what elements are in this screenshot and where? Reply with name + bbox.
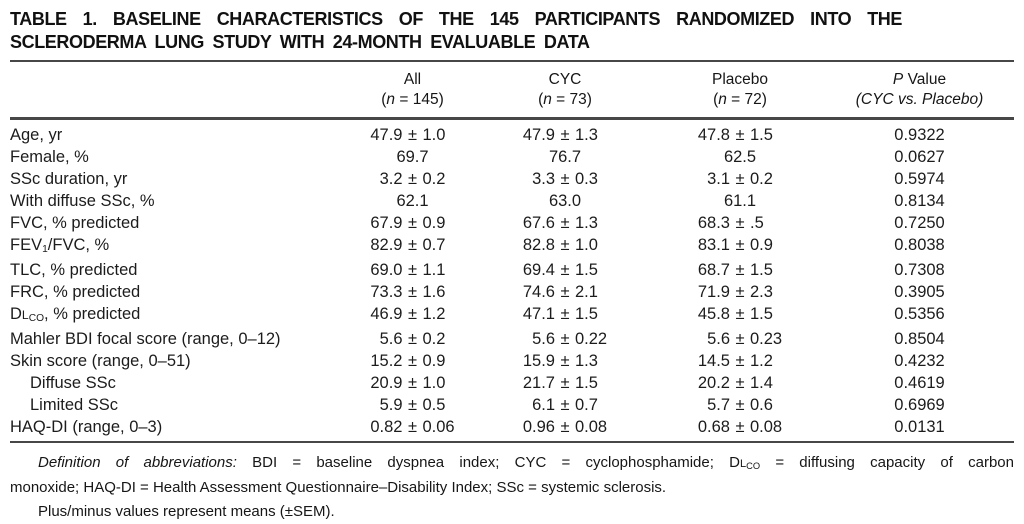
mean-value: 20.9: [370, 373, 403, 392]
column-header-cyc-segment: (: [538, 91, 544, 108]
column-header-all-segment: All: [403, 71, 422, 88]
row-label-segment: Limited SSc: [30, 395, 119, 414]
mean-value: 3.1: [707, 169, 730, 188]
mean-value: 5.6: [532, 329, 555, 348]
p-value: 0.5356: [894, 304, 945, 323]
column-header-pvalue-segment: P: [892, 71, 904, 88]
p-value: 0.8504: [894, 329, 945, 348]
column-header-placebo-segment: = 72): [726, 91, 767, 108]
table-title-line2: SCLERODERMA LUNG STUDY WITH 24-MONTH EVALUABLE DATA: [10, 32, 590, 52]
sem-value: 1.2: [750, 351, 773, 370]
plus-minus-sign: ±: [407, 329, 418, 348]
cell-cyc: [475, 416, 655, 438]
column-header-cyc-line1: [475, 70, 655, 90]
column-header-placebo-segment: (: [713, 91, 719, 108]
cell-pvalue: [825, 234, 1014, 259]
mean-value: 20.2: [697, 373, 730, 392]
mean-value: 5.6: [707, 329, 730, 348]
column-header-cyc: [475, 70, 655, 110]
cell-placebo: [655, 328, 825, 350]
row-label-segment: Mahler BDI focal score (range, 0–12): [10, 329, 281, 348]
plus-minus-sign: ±: [735, 125, 745, 144]
plus-minus-sign: ±: [407, 417, 418, 436]
column-header-placebo-segment: n: [718, 91, 727, 108]
row-label-segment: SSc duration, yr: [10, 169, 128, 188]
plus-minus-sign: ±: [560, 282, 570, 301]
plus-minus-sign: ±: [735, 373, 745, 392]
row-label-segment: Age, yr: [10, 125, 63, 144]
sem-value: 0.22: [575, 329, 608, 348]
column-header-placebo-line2: [655, 90, 825, 110]
mean-value: 74.6: [522, 282, 555, 301]
cell-placebo: [655, 168, 825, 190]
sem-value: 1.4: [750, 373, 773, 392]
column-header-placebo-line1: [655, 70, 825, 90]
value: 62.1: [396, 191, 429, 210]
plus-minus-sign: ±: [407, 260, 418, 279]
cell-pvalue: [825, 146, 1014, 168]
cell-cyc: [475, 328, 655, 350]
row-label-segment: Diffuse SSc: [30, 373, 116, 392]
mean-value: 82.8: [522, 235, 555, 254]
cell-cyc: [475, 303, 655, 328]
sem-value: 0.23: [750, 329, 783, 348]
sem-value: 1.6: [422, 282, 446, 301]
table-header-row: [10, 62, 1014, 117]
sem-value: 1.0: [575, 235, 598, 254]
p-value: 0.8038: [894, 235, 945, 254]
row-label: [10, 212, 350, 234]
sem-value: 1.3: [575, 125, 598, 144]
mean-value: 6.1: [532, 395, 555, 414]
mean-value: 68.7: [697, 260, 730, 279]
cell-cyc: [475, 394, 655, 416]
footnote-definitions-segment: L: [739, 457, 747, 470]
mean-value: 69.4: [522, 260, 555, 279]
footnote-definitions-line1: [10, 451, 1014, 476]
table-row: [10, 259, 1014, 281]
p-value: 0.0627: [894, 147, 945, 166]
sem-value: 1.5: [575, 260, 598, 279]
sem-value: 0.9: [422, 351, 446, 370]
cell-placebo: [655, 416, 825, 438]
footnote-definitions-segment: Definition of abbreviations:: [38, 453, 237, 471]
sem-value: 0.9: [422, 213, 446, 232]
value: 63.0: [548, 191, 582, 210]
plus-minus-sign: ±: [560, 125, 570, 144]
plus-minus-sign: ±: [560, 329, 570, 348]
cell-cyc: [475, 259, 655, 281]
column-header-all-segment: = 145): [395, 91, 444, 108]
cell-pvalue: [825, 303, 1014, 328]
table-row: [10, 190, 1014, 212]
plus-minus-sign: ±: [560, 351, 570, 370]
rule-above-footnotes: [10, 441, 1014, 443]
cell-pvalue: [825, 328, 1014, 350]
column-header-cyc-segment: CYC: [548, 71, 582, 88]
mean-value: 14.5: [697, 351, 730, 370]
column-header-pvalue-segment: Value: [903, 71, 947, 88]
cell-pvalue: [825, 350, 1014, 372]
cell-placebo: [655, 372, 825, 394]
p-value: 0.5974: [894, 169, 945, 188]
column-header-pvalue-segment: (CYC vs. Placebo): [855, 91, 984, 108]
cell-cyc: [475, 168, 655, 190]
p-value: 0.7250: [894, 213, 945, 232]
sem-value: 2.1: [575, 282, 598, 301]
sem-value: 0.6: [750, 395, 773, 414]
p-value: 0.3905: [894, 282, 945, 301]
p-value: 0.8134: [894, 191, 945, 210]
sem-value: 1.2: [422, 304, 446, 323]
sem-value: 1.5: [575, 373, 598, 392]
p-value: 0.6969: [894, 395, 945, 414]
cell-cyc: [475, 124, 655, 146]
mean-value: 46.9: [370, 304, 403, 323]
cell-placebo: [655, 281, 825, 303]
plus-minus-sign: ±: [735, 235, 745, 254]
sem-value: 1.3: [575, 213, 598, 232]
cell-placebo: [655, 212, 825, 234]
sem-value: 0.06: [422, 417, 455, 436]
sem-value: 1.3: [575, 351, 598, 370]
plus-minus-sign: ±: [407, 125, 418, 144]
row-label-segment: D: [10, 304, 22, 323]
cell-pvalue: [825, 259, 1014, 281]
cell-all: [350, 281, 475, 303]
p-value: 0.4619: [894, 373, 945, 392]
cell-placebo: [655, 259, 825, 281]
row-label: [10, 328, 350, 350]
p-value: 0.4232: [894, 351, 945, 370]
row-label: [10, 394, 350, 416]
p-value: 0.9322: [894, 125, 945, 144]
value: 76.7: [548, 147, 582, 166]
plus-minus-sign: ±: [735, 169, 745, 188]
cell-pvalue: [825, 124, 1014, 146]
column-header-all-line1: [350, 70, 475, 90]
column-header-stub: [10, 70, 350, 110]
row-label-segment: FEV: [10, 235, 43, 254]
row-label-segment: HAQ-DI (range, 0–3): [10, 417, 163, 436]
sem-value: 2.3: [750, 282, 773, 301]
row-label: [10, 303, 350, 328]
plus-minus-sign: ±: [735, 395, 745, 414]
cell-cyc: [475, 212, 655, 234]
column-header-all-line2: [350, 90, 475, 110]
sem-value: 0.2: [750, 169, 773, 188]
mean-value: 5.7: [707, 395, 730, 414]
value: 69.7: [396, 147, 429, 166]
column-header-all-segment: n: [386, 91, 396, 108]
table-row: [10, 212, 1014, 234]
sem-value: 0.5: [422, 395, 446, 414]
table-row: [10, 168, 1014, 190]
mean-value: 47.8: [697, 125, 730, 144]
plus-minus-sign: ±: [735, 329, 745, 348]
footnote-sem-segment: Plus/minus values represent means (±SEM).: [38, 502, 335, 520]
row-label: [10, 350, 350, 372]
table-row: [10, 234, 1014, 259]
mean-value: 3.3: [532, 169, 555, 188]
table-row: [10, 281, 1014, 303]
plus-minus-sign: ±: [735, 282, 745, 301]
cell-all: [350, 372, 475, 394]
mean-value: 82.9: [370, 235, 403, 254]
mean-value: 83.1: [697, 235, 730, 254]
plus-minus-sign: ±: [407, 282, 418, 301]
column-header-all-segment: (: [381, 91, 387, 108]
plus-minus-sign: ±: [407, 169, 418, 188]
cell-placebo: [655, 394, 825, 416]
cell-placebo: [655, 190, 825, 212]
cell-cyc: [475, 234, 655, 259]
plus-minus-sign: ±: [735, 213, 745, 232]
plus-minus-sign: ±: [560, 417, 570, 436]
cell-placebo: [655, 350, 825, 372]
sem-value: 0.2: [422, 169, 446, 188]
cell-all: [350, 259, 475, 281]
row-label-segment: Female, %: [10, 147, 89, 166]
mean-value: 0.96: [522, 417, 555, 436]
sem-value: 1.5: [750, 260, 773, 279]
cell-placebo: [655, 146, 825, 168]
row-label-segment: 1: [42, 244, 48, 256]
row-label: [10, 190, 350, 212]
cell-pvalue: [825, 372, 1014, 394]
table-title: [10, 8, 902, 54]
plus-minus-sign: ±: [560, 169, 570, 188]
mean-value: 67.9: [370, 213, 403, 232]
cell-pvalue: [825, 212, 1014, 234]
plus-minus-sign: ±: [735, 304, 745, 323]
mean-value: 3.2: [379, 169, 403, 188]
column-header-placebo-segment: Placebo: [711, 71, 768, 88]
sem-value: 0.08: [575, 417, 608, 436]
cell-all: [350, 416, 475, 438]
column-header-cyc-segment: n: [543, 91, 552, 108]
cell-pvalue: [825, 281, 1014, 303]
sem-value: 0.7: [575, 395, 598, 414]
footnote-definitions-segment: CO: [746, 461, 761, 472]
table-row: [10, 416, 1014, 438]
mean-value: 5.9: [379, 395, 403, 414]
cell-cyc: [475, 281, 655, 303]
sem-value: .5: [750, 213, 764, 232]
cell-all: [350, 303, 475, 328]
cell-pvalue: [825, 168, 1014, 190]
row-label-segment: , % predicted: [44, 304, 141, 323]
plus-minus-sign: ±: [735, 351, 745, 370]
footnote-definitions-segment: BDI = baseline dyspnea index; CYC = cyclophosphamide; D: [236, 453, 740, 471]
cell-pvalue: [825, 394, 1014, 416]
mean-value: 15.2: [370, 351, 403, 370]
plus-minus-sign: ±: [560, 213, 570, 232]
cell-pvalue: [825, 190, 1014, 212]
mean-value: 68.3: [697, 213, 730, 232]
row-label: [10, 124, 350, 146]
mean-value: 73.3: [370, 282, 403, 301]
table-row: [10, 372, 1014, 394]
row-label-segment: FVC, % predicted: [10, 213, 140, 232]
mean-value: 0.82: [370, 417, 403, 436]
sem-value: 0.7: [422, 235, 446, 254]
row-label: [10, 416, 350, 438]
mean-value: 47.9: [522, 125, 555, 144]
value: 61.1: [723, 191, 757, 210]
sem-value: 0.2: [422, 329, 446, 348]
mean-value: 69.0: [370, 260, 403, 279]
row-label-segment: With diffuse SSc, %: [10, 191, 155, 210]
cell-all: [350, 146, 475, 168]
column-header-placebo: [655, 70, 825, 110]
cell-cyc: [475, 350, 655, 372]
column-header-all: [350, 70, 475, 110]
column-header-cyc-segment: = 73): [551, 91, 592, 108]
table-row: [10, 124, 1014, 146]
plus-minus-sign: ±: [407, 213, 418, 232]
cell-placebo: [655, 303, 825, 328]
p-value: 0.7308: [894, 260, 945, 279]
row-label-segment: Skin score (range, 0–51): [10, 351, 191, 370]
cell-placebo: [655, 234, 825, 259]
cell-cyc: [475, 146, 655, 168]
row-label-segment: TLC, % predicted: [10, 260, 138, 279]
table-row: [10, 350, 1014, 372]
mean-value: 45.8: [697, 304, 730, 323]
cell-all: [350, 124, 475, 146]
cell-all: [350, 394, 475, 416]
plus-minus-sign: ±: [407, 395, 418, 414]
cell-all: [350, 234, 475, 259]
cell-all: [350, 168, 475, 190]
cell-placebo: [655, 124, 825, 146]
plus-minus-sign: ±: [735, 260, 745, 279]
cell-all: [350, 328, 475, 350]
value: 62.5: [723, 147, 757, 166]
column-header-pvalue: [825, 70, 1014, 110]
table-body: [10, 120, 1014, 441]
cell-cyc: [475, 372, 655, 394]
plus-minus-sign: ±: [407, 373, 418, 392]
column-header-pvalue-line2: [825, 90, 1014, 110]
table-row: [10, 394, 1014, 416]
row-label: [10, 259, 350, 281]
row-label: [10, 146, 350, 168]
table-row: [10, 328, 1014, 350]
sem-value: 1.5: [575, 304, 598, 323]
column-header-pvalue-line1: [825, 70, 1014, 90]
sem-value: 0.3: [575, 169, 598, 188]
table-row: [10, 146, 1014, 168]
row-label-segment: FRC, % predicted: [10, 282, 141, 301]
cell-all: [350, 350, 475, 372]
plus-minus-sign: ±: [407, 351, 418, 370]
cell-cyc: [475, 190, 655, 212]
sem-value: 1.1: [422, 260, 446, 279]
sem-value: 0.08: [750, 417, 783, 436]
mean-value: 5.6: [379, 329, 403, 348]
row-label-segment: CO: [28, 313, 45, 325]
mean-value: 15.9: [522, 351, 555, 370]
plus-minus-sign: ±: [560, 235, 570, 254]
plus-minus-sign: ±: [407, 235, 418, 254]
plus-minus-sign: ±: [560, 260, 570, 279]
plus-minus-sign: ±: [560, 373, 570, 392]
plus-minus-sign: ±: [560, 304, 570, 323]
table-footnotes: [10, 451, 1014, 524]
sem-value: 1.0: [422, 373, 446, 392]
sem-value: 1.5: [750, 125, 773, 144]
row-label-segment: /FVC, %: [47, 235, 110, 254]
row-label: [10, 234, 350, 259]
mean-value: 67.6: [522, 213, 555, 232]
mean-value: 0.68: [697, 417, 730, 436]
cell-all: [350, 212, 475, 234]
mean-value: 21.7: [522, 373, 555, 392]
row-label: [10, 281, 350, 303]
row-label-segment: L: [21, 307, 29, 322]
footnote-definitions-segment: = diffusing capacity of carbon: [760, 453, 1014, 471]
table-title-line1: TABLE 1. BASELINE CHARACTERISTICS OF THE 145 PARTICIPANTS RANDOMIZED INTO THE: [10, 9, 902, 29]
mean-value: 47.1: [522, 304, 555, 323]
cell-pvalue: [825, 416, 1014, 438]
footnote-definitions-segment: monoxide; HAQ-DI = Health Assessment Questionnaire–Disability Index; SSc = systemic sclerosis.: [10, 478, 667, 496]
plus-minus-sign: ±: [560, 395, 570, 414]
row-label: [10, 372, 350, 394]
plus-minus-sign: ±: [407, 304, 418, 323]
plus-minus-sign: ±: [735, 417, 745, 436]
p-value: 0.0131: [894, 417, 945, 436]
footnote-definitions-line2: [10, 476, 1014, 500]
sem-value: 0.9: [750, 235, 773, 254]
sem-value: 1.0: [422, 125, 446, 144]
mean-value: 71.9: [697, 282, 730, 301]
column-header-cyc-line2: [475, 90, 655, 110]
table-row: [10, 303, 1014, 328]
sem-value: 1.5: [750, 304, 773, 323]
footnote-sem: [10, 500, 1014, 524]
mean-value: 47.9: [370, 125, 403, 144]
row-label: [10, 168, 350, 190]
cell-all: [350, 190, 475, 212]
